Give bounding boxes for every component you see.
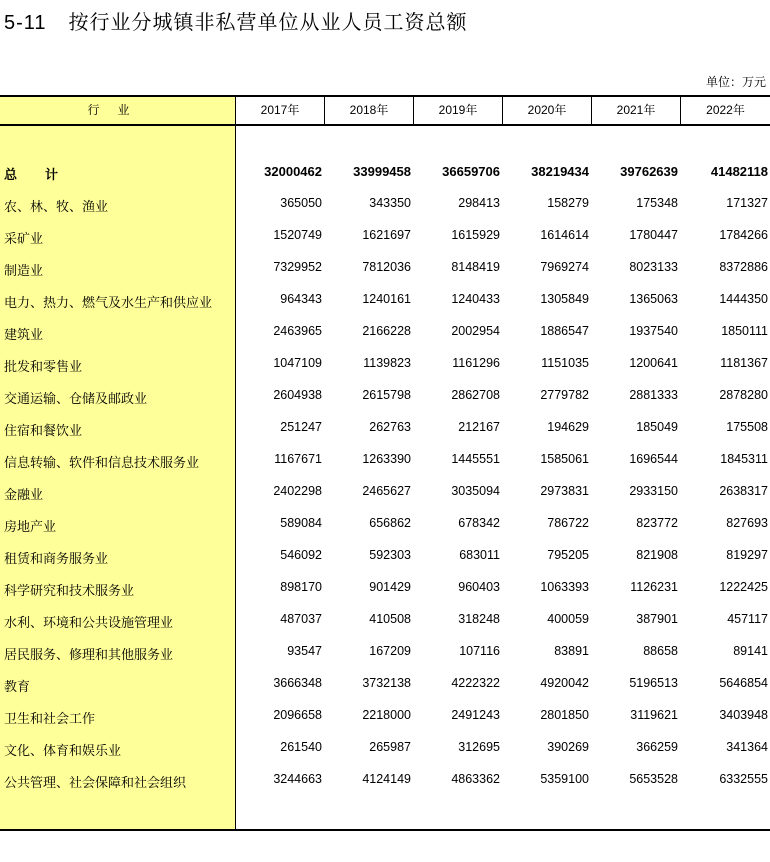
stub-header: 行业	[0, 97, 235, 124]
cell-2020年: 1151035	[541, 356, 589, 370]
cell-2022年: 2878280	[719, 388, 768, 402]
cell-2017年: 2402298	[273, 484, 322, 498]
cell-2020年: 1585061	[540, 452, 589, 466]
cell-2021年: 3119621	[630, 708, 678, 722]
cell-2018年: 410508	[369, 612, 411, 626]
cell-2021年: 2933150	[629, 484, 678, 498]
cell-2020年: 1614614	[540, 228, 589, 242]
cell-2019年: 1615929	[451, 228, 500, 242]
cell-2022年: 3403948	[719, 708, 768, 722]
row-label: 房地产业	[4, 520, 57, 535]
unit-note: 单位：万元	[705, 75, 766, 89]
cell-2018年: 265987	[369, 740, 411, 754]
table-row	[0, 574, 770, 606]
row-label: 金融业	[4, 488, 44, 503]
cell-2018年: 1240161	[362, 292, 411, 306]
cell-2022年: 1181367	[720, 356, 768, 370]
cell-2020年: 158279	[547, 196, 589, 210]
cell-2020年: 786722	[547, 516, 589, 530]
cell-2018年: 7812036	[362, 260, 411, 274]
cell-2018年: 901429	[369, 580, 411, 594]
page-title	[4, 6, 468, 35]
cell-2022年: 341364	[726, 740, 768, 754]
cell-2019年: 318248	[458, 612, 500, 626]
cell-2017年: 93547	[287, 644, 322, 658]
row-label: 农、林、牧、渔业	[4, 200, 109, 215]
header-bottom-rule	[0, 124, 770, 126]
cell-2017年: 261540	[280, 740, 322, 754]
cell-2017年: 546092	[280, 548, 322, 562]
row-label: 卫生和社会工作	[4, 712, 96, 727]
cell-2021年: 8023133	[629, 260, 678, 274]
cell-2019年: 1445551	[451, 452, 500, 466]
cell-2020年: 795205	[547, 548, 589, 562]
cell-2018年: 656862	[369, 516, 411, 530]
cell-2019年: 683011	[459, 548, 500, 562]
row-label: 住宿和餐饮业	[4, 424, 83, 439]
cell-2022年: 1850111	[721, 324, 768, 338]
year-header-2022: 2022年	[680, 97, 770, 124]
table-row	[0, 638, 770, 670]
cell-2020年: 5359100	[540, 772, 589, 786]
cell-2019年: 8148419	[451, 260, 500, 274]
year-header-2020: 2020年	[502, 97, 591, 124]
cell-2022年: 1222425	[719, 580, 768, 594]
cell-2020年: 2801850	[540, 708, 589, 722]
row-label: 租赁和商务服务业	[4, 552, 109, 567]
cell-2019年: 4222322	[451, 676, 500, 690]
cell-2022年: 827693	[726, 516, 768, 530]
row-label: 公共管理、社会保障和社会组织	[4, 776, 187, 791]
cell-2019年: 960403	[458, 580, 500, 594]
cell-2021年: 175348	[636, 196, 678, 210]
cell-2018年: 33999458	[353, 164, 411, 179]
cell-2020年: 1063393	[540, 580, 589, 594]
row-label: 教育	[4, 680, 31, 695]
cell-2021年: 1937540	[629, 324, 678, 338]
cell-2019年: 3035094	[451, 484, 500, 498]
cell-2018年: 262763	[369, 420, 411, 434]
cell-2022年: 175508	[726, 420, 768, 434]
table-row	[0, 222, 770, 254]
row-label: 交通运输、仓储及邮政业	[4, 392, 148, 407]
cell-2017年: 32000462	[264, 164, 322, 179]
cell-2018年: 2465627	[362, 484, 411, 498]
cell-2021年: 821908	[636, 548, 678, 562]
cell-2022年: 1784266	[719, 228, 768, 242]
cell-2021年: 1696544	[629, 452, 678, 466]
total-row	[0, 158, 770, 190]
row-label: 文化、体育和娱乐业	[4, 744, 122, 759]
cell-2020年: 83891	[554, 644, 589, 658]
cell-2020年: 400059	[547, 612, 589, 626]
table-row	[0, 382, 770, 414]
table-row	[0, 350, 770, 382]
cell-2017年: 1520749	[273, 228, 322, 242]
cell-2020年: 1886547	[540, 324, 589, 338]
cell-2020年: 2779782	[540, 388, 589, 402]
cell-2020年: 4920042	[540, 676, 589, 690]
cell-2022年: 89141	[733, 644, 768, 658]
cell-2019年: 107116	[459, 644, 500, 658]
cell-2021年: 5196513	[629, 676, 678, 690]
table-row	[0, 286, 770, 318]
cell-2017年: 487037	[280, 612, 322, 626]
table-row	[0, 606, 770, 638]
cell-2017年: 898170	[280, 580, 322, 594]
cell-2020年: 7969274	[540, 260, 589, 274]
cell-2018年: 2615798	[362, 388, 411, 402]
cell-2021年: 39762639	[620, 164, 678, 179]
cell-2021年: 5653528	[629, 772, 678, 786]
cell-2021年: 387901	[636, 612, 678, 626]
table-row	[0, 510, 770, 542]
cell-2020年: 194629	[547, 420, 589, 434]
table-title-text: 按行业分城镇非私营单位从业人员工资总额	[68, 10, 468, 34]
cell-2019年: 4863362	[451, 772, 500, 786]
cell-2018年: 3732138	[362, 676, 411, 690]
cell-2019年: 36659706	[442, 164, 500, 179]
cell-2017年: 1047109	[273, 356, 322, 370]
cell-2020年: 390269	[547, 740, 589, 754]
cell-2018年: 1139823	[363, 356, 411, 370]
cell-2021年: 1126231	[630, 580, 678, 594]
cell-2021年: 1365063	[629, 292, 678, 306]
cell-2017年: 2463965	[273, 324, 322, 338]
cell-2017年: 2604938	[273, 388, 322, 402]
row-label: 居民服务、修理和其他服务业	[4, 648, 174, 663]
cell-2019年: 2002954	[451, 324, 500, 338]
cell-2022年: 8372886	[719, 260, 768, 274]
cell-2021年: 88658	[643, 644, 678, 658]
cell-2018年: 167209	[369, 644, 411, 658]
cell-2022年: 171327	[726, 196, 768, 210]
table-row	[0, 702, 770, 734]
cell-2021年: 366259	[636, 740, 678, 754]
cell-2017年: 3666348	[273, 676, 322, 690]
cell-2017年: 589084	[280, 516, 322, 530]
year-header-2019: 2019年	[413, 97, 502, 124]
table-row	[0, 542, 770, 574]
cell-2017年: 251247	[280, 420, 322, 434]
year-header-2017: 2017年	[235, 97, 324, 124]
cell-2022年: 2638317	[719, 484, 768, 498]
row-label: 总计	[4, 168, 87, 183]
cell-2019年: 1240433	[451, 292, 500, 306]
table-row	[0, 734, 770, 766]
table-bottom-rule	[0, 829, 770, 831]
cell-2018年: 4124149	[362, 772, 411, 786]
row-label: 电力、热力、燃气及水生产和供应业	[4, 296, 213, 311]
table-row	[0, 478, 770, 510]
row-label: 采矿业	[4, 232, 44, 247]
cell-2017年: 7329952	[273, 260, 322, 274]
cell-2021年: 2881333	[629, 388, 678, 402]
data-table	[0, 95, 770, 831]
cell-2022年: 1444350	[719, 292, 768, 306]
cell-2020年: 2973831	[540, 484, 589, 498]
cell-2020年: 1305849	[540, 292, 589, 306]
cell-2022年: 1845311	[720, 452, 768, 466]
table-number: 5-11	[4, 12, 47, 34]
table-row	[0, 190, 770, 222]
cell-2022年: 5646854	[719, 676, 768, 690]
cell-2019年: 212167	[458, 420, 500, 434]
cell-2018年: 1263390	[362, 452, 411, 466]
cell-2021年: 1780447	[629, 228, 678, 242]
cell-2018年: 2166228	[362, 324, 411, 338]
cell-2019年: 2862708	[451, 388, 500, 402]
cell-2022年: 457117	[727, 612, 768, 626]
cell-2018年: 343350	[369, 196, 411, 210]
cell-2017年: 3244663	[273, 772, 322, 786]
year-header-2021: 2021年	[591, 97, 680, 124]
cell-2017年: 365050	[280, 196, 322, 210]
cell-2019年: 312695	[458, 740, 500, 754]
row-label: 制造业	[4, 264, 44, 279]
table-row	[0, 446, 770, 478]
cell-2022年: 41482118	[710, 164, 768, 179]
table-row	[0, 766, 770, 798]
cell-2018年: 1621697	[362, 228, 411, 242]
cell-2018年: 2218000	[362, 708, 411, 722]
cell-2021年: 1200641	[629, 356, 678, 370]
cell-2020年: 38219434	[531, 164, 589, 179]
table-row	[0, 414, 770, 446]
cell-2022年: 819297	[726, 548, 768, 562]
table-row	[0, 318, 770, 350]
table-row	[0, 254, 770, 286]
cell-2019年: 2491243	[451, 708, 500, 722]
cell-2019年: 678342	[458, 516, 500, 530]
row-label: 信息转输、软件和信息技术服务业	[4, 456, 200, 471]
cell-2018年: 592303	[369, 548, 411, 562]
year-header-2018: 2018年	[324, 97, 413, 124]
row-label: 批发和零售业	[4, 360, 83, 375]
table-row	[0, 670, 770, 702]
cell-2022年: 6332555	[719, 772, 768, 786]
cell-2019年: 298413	[458, 196, 500, 210]
row-label: 水利、环境和公共设施管理业	[4, 616, 174, 631]
row-label: 建筑业	[4, 328, 44, 343]
cell-2021年: 823772	[636, 516, 678, 530]
cell-2017年: 2096658	[273, 708, 322, 722]
row-label: 科学研究和技术服务业	[4, 584, 135, 599]
cell-2019年: 1161296	[452, 356, 500, 370]
cell-2017年: 1167671	[274, 452, 322, 466]
cell-2017年: 964343	[280, 292, 322, 306]
cell-2021年: 185049	[636, 420, 678, 434]
